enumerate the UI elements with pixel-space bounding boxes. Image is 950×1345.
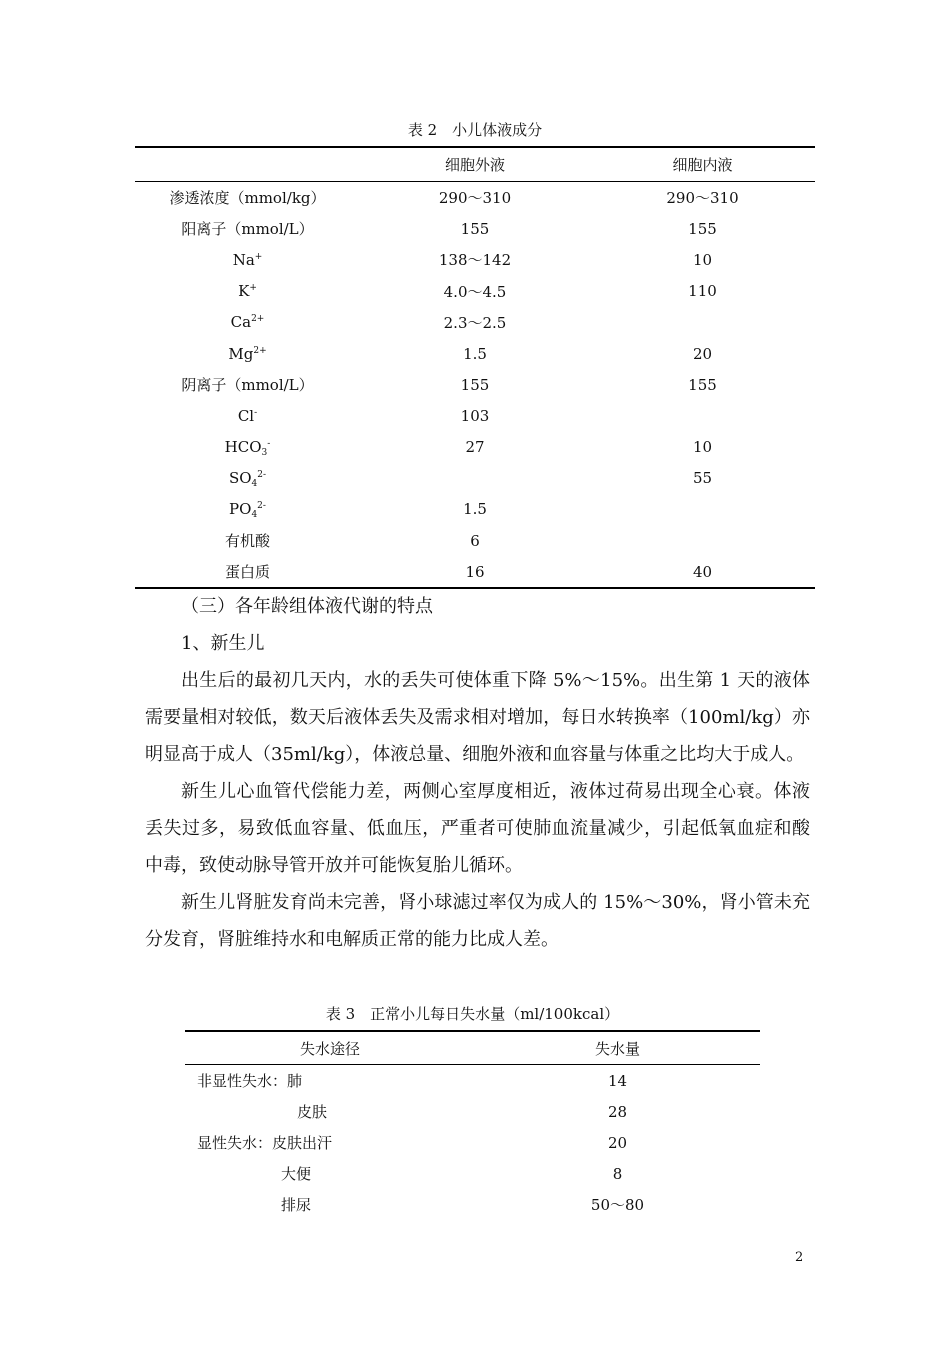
extracellular-value: 138～142 (438, 251, 512, 270)
table-row (135, 463, 815, 494)
paragraph: 出生后的最初几天内，水的丢失可使体重下降 5%～15%。出生第 1 天的液体需要量相对较低，数天后液体丢失及需求相对增加，每日水转换率（100ml/kg）亦明显高于成人（35ml/kg），体液总量、细胞外液和血容量与体重之比均大于成人。 (145, 670, 810, 765)
table3-body (185, 1065, 760, 1221)
intracellular-value (590, 494, 815, 525)
intracellular-value (590, 525, 815, 556)
table-row (185, 1096, 760, 1127)
paragraph: 新生儿肾脏发育尚未完善，肾小球滤过率仅为成人的 15%～30%，肾小管未充分发育，肾脏维持水和电解质正常的能力比成人差。 (145, 892, 810, 950)
paragraph: 新生儿心血管代偿能力差，两侧心室厚度相近，液体过荷易出现全心衰。体液丢失过多，易致低血容量、低血压，严重者可使肺血流量减少，引起低氧血症和酸中毒，致使动脉导管开放并可能恢复胎儿循环。 (145, 781, 810, 876)
row-label: PO (229, 500, 252, 519)
table-row (135, 338, 815, 369)
intracellular-value: 10 (692, 438, 713, 457)
extracellular-value: 1.5 (463, 500, 487, 519)
table-row (135, 213, 815, 244)
intracellular-value: 155 (688, 375, 717, 394)
row-label-superscript: 2+ (253, 345, 267, 356)
intracellular-value: 10 (692, 250, 713, 269)
body-fluid-composition-table (135, 146, 815, 589)
intracellular-value: 110 (688, 282, 717, 301)
loss-route-cell: 大便 (281, 1165, 312, 1183)
row-label-cell (135, 276, 360, 307)
table2-body (135, 182, 815, 589)
loss-amount-cell: 50～80 (590, 1196, 645, 1214)
loss-amount-cell: 28 (607, 1102, 628, 1121)
header-cell-extracellular: 细胞外液 (360, 147, 590, 182)
subheading-newborn: 1、新生儿 (181, 633, 265, 654)
extracellular-value: 27 (465, 438, 485, 457)
loss-amount-cell: 8 (612, 1164, 623, 1183)
loss-route-cell: 显性失水：皮肤出汗 (197, 1134, 333, 1152)
table2-caption: 表 2 小儿体液成分 (407, 121, 543, 139)
row-label: 阴离子（mmol/L） (181, 376, 314, 395)
row-label-cell (135, 244, 360, 275)
row-label-cell (135, 432, 360, 463)
row-label-superscript: - (267, 439, 271, 450)
table-row (135, 494, 815, 525)
row-label-superscript: - (254, 407, 258, 418)
row-label: 渗透浓度（mmol/kg） (169, 189, 326, 208)
loss-route-cell: 非显性失水：肺 (197, 1072, 303, 1090)
row-label-cell (135, 400, 360, 431)
table-row (185, 1127, 760, 1158)
table-header-row (185, 1031, 760, 1065)
row-label-cell (135, 463, 360, 494)
row-label: 有机酸 (224, 532, 270, 551)
extracellular-value: 1.5 (463, 344, 487, 363)
row-label: Cl (237, 406, 255, 425)
extracellular-value: 155 (460, 375, 490, 394)
header-cell-loss-amount: 失水量 (475, 1031, 760, 1065)
row-label: HCO (224, 438, 262, 457)
extracellular-value: 6 (470, 531, 480, 550)
intracellular-value (590, 400, 815, 431)
intracellular-value: 55 (692, 469, 713, 488)
row-label-cell (135, 213, 360, 244)
table-row (135, 244, 815, 275)
row-label: SO (228, 469, 252, 488)
row-label: 阳离子（mmol/L） (181, 220, 314, 239)
row-label: Na (232, 250, 255, 269)
header-cell-empty (135, 147, 360, 182)
row-label-superscript: + (254, 251, 263, 262)
page-number: 2 (795, 1250, 804, 1265)
extracellular-value: 4.0～4.5 (443, 282, 507, 301)
table-row (135, 400, 815, 431)
extracellular-value (360, 463, 590, 494)
row-label-subscript: 4 (251, 479, 258, 490)
loss-route-cell: 排尿 (281, 1196, 312, 1214)
body-text (145, 662, 810, 958)
row-label: 蛋白质 (224, 563, 270, 582)
row-label-subscript: 4 (251, 510, 258, 521)
extracellular-value: 16 (465, 562, 485, 581)
table-row (135, 369, 815, 400)
row-label: K (238, 282, 250, 301)
row-label-cell (135, 525, 360, 556)
row-label: Ca (230, 313, 252, 332)
section-heading: （三）各年龄组体液代谢的特点 (181, 596, 433, 617)
intracellular-value: 40 (692, 562, 713, 581)
table-row (185, 1158, 760, 1189)
intracellular-value: 20 (692, 344, 713, 363)
table-row (185, 1065, 760, 1097)
intracellular-value (590, 307, 815, 338)
row-label-superscript: 2+ (251, 314, 265, 325)
extracellular-value: 103 (460, 406, 490, 425)
extracellular-value: 290～310 (438, 189, 512, 208)
table-row (135, 182, 815, 214)
row-label-cell (135, 307, 360, 338)
intracellular-value: 290～310 (666, 189, 739, 208)
row-label: Mg (228, 344, 254, 363)
table-row (185, 1189, 760, 1220)
header-cell-intracellular: 细胞内液 (590, 147, 815, 182)
row-label-superscript: 2- (257, 501, 266, 512)
row-label-subscript: 3 (261, 448, 268, 459)
intracellular-value: 155 (688, 219, 717, 238)
row-label-cell (135, 369, 360, 400)
table-row (135, 307, 815, 338)
table-row (135, 276, 815, 307)
loss-amount-cell: 14 (607, 1071, 628, 1090)
loss-amount-cell: 20 (607, 1133, 628, 1152)
table3-caption: 表 3 正常小儿每日失水量（ml/100kcal） (325, 1005, 620, 1023)
extracellular-value: 155 (460, 219, 490, 238)
table-row (135, 556, 815, 588)
table-row (135, 525, 815, 556)
row-label-cell (135, 556, 360, 588)
row-label-superscript: 2- (257, 470, 267, 481)
row-label-cell (135, 182, 360, 214)
table-row (135, 432, 815, 463)
row-label-cell (135, 338, 360, 369)
row-label-superscript: + (249, 283, 257, 294)
table-header-row (135, 147, 815, 182)
row-label-cell (135, 494, 360, 525)
header-cell-loss-route: 失水途径 (185, 1031, 475, 1065)
loss-route-cell: 皮肤 (297, 1103, 328, 1121)
daily-water-loss-table (185, 1030, 760, 1220)
extracellular-value: 2.3～2.5 (443, 313, 507, 332)
